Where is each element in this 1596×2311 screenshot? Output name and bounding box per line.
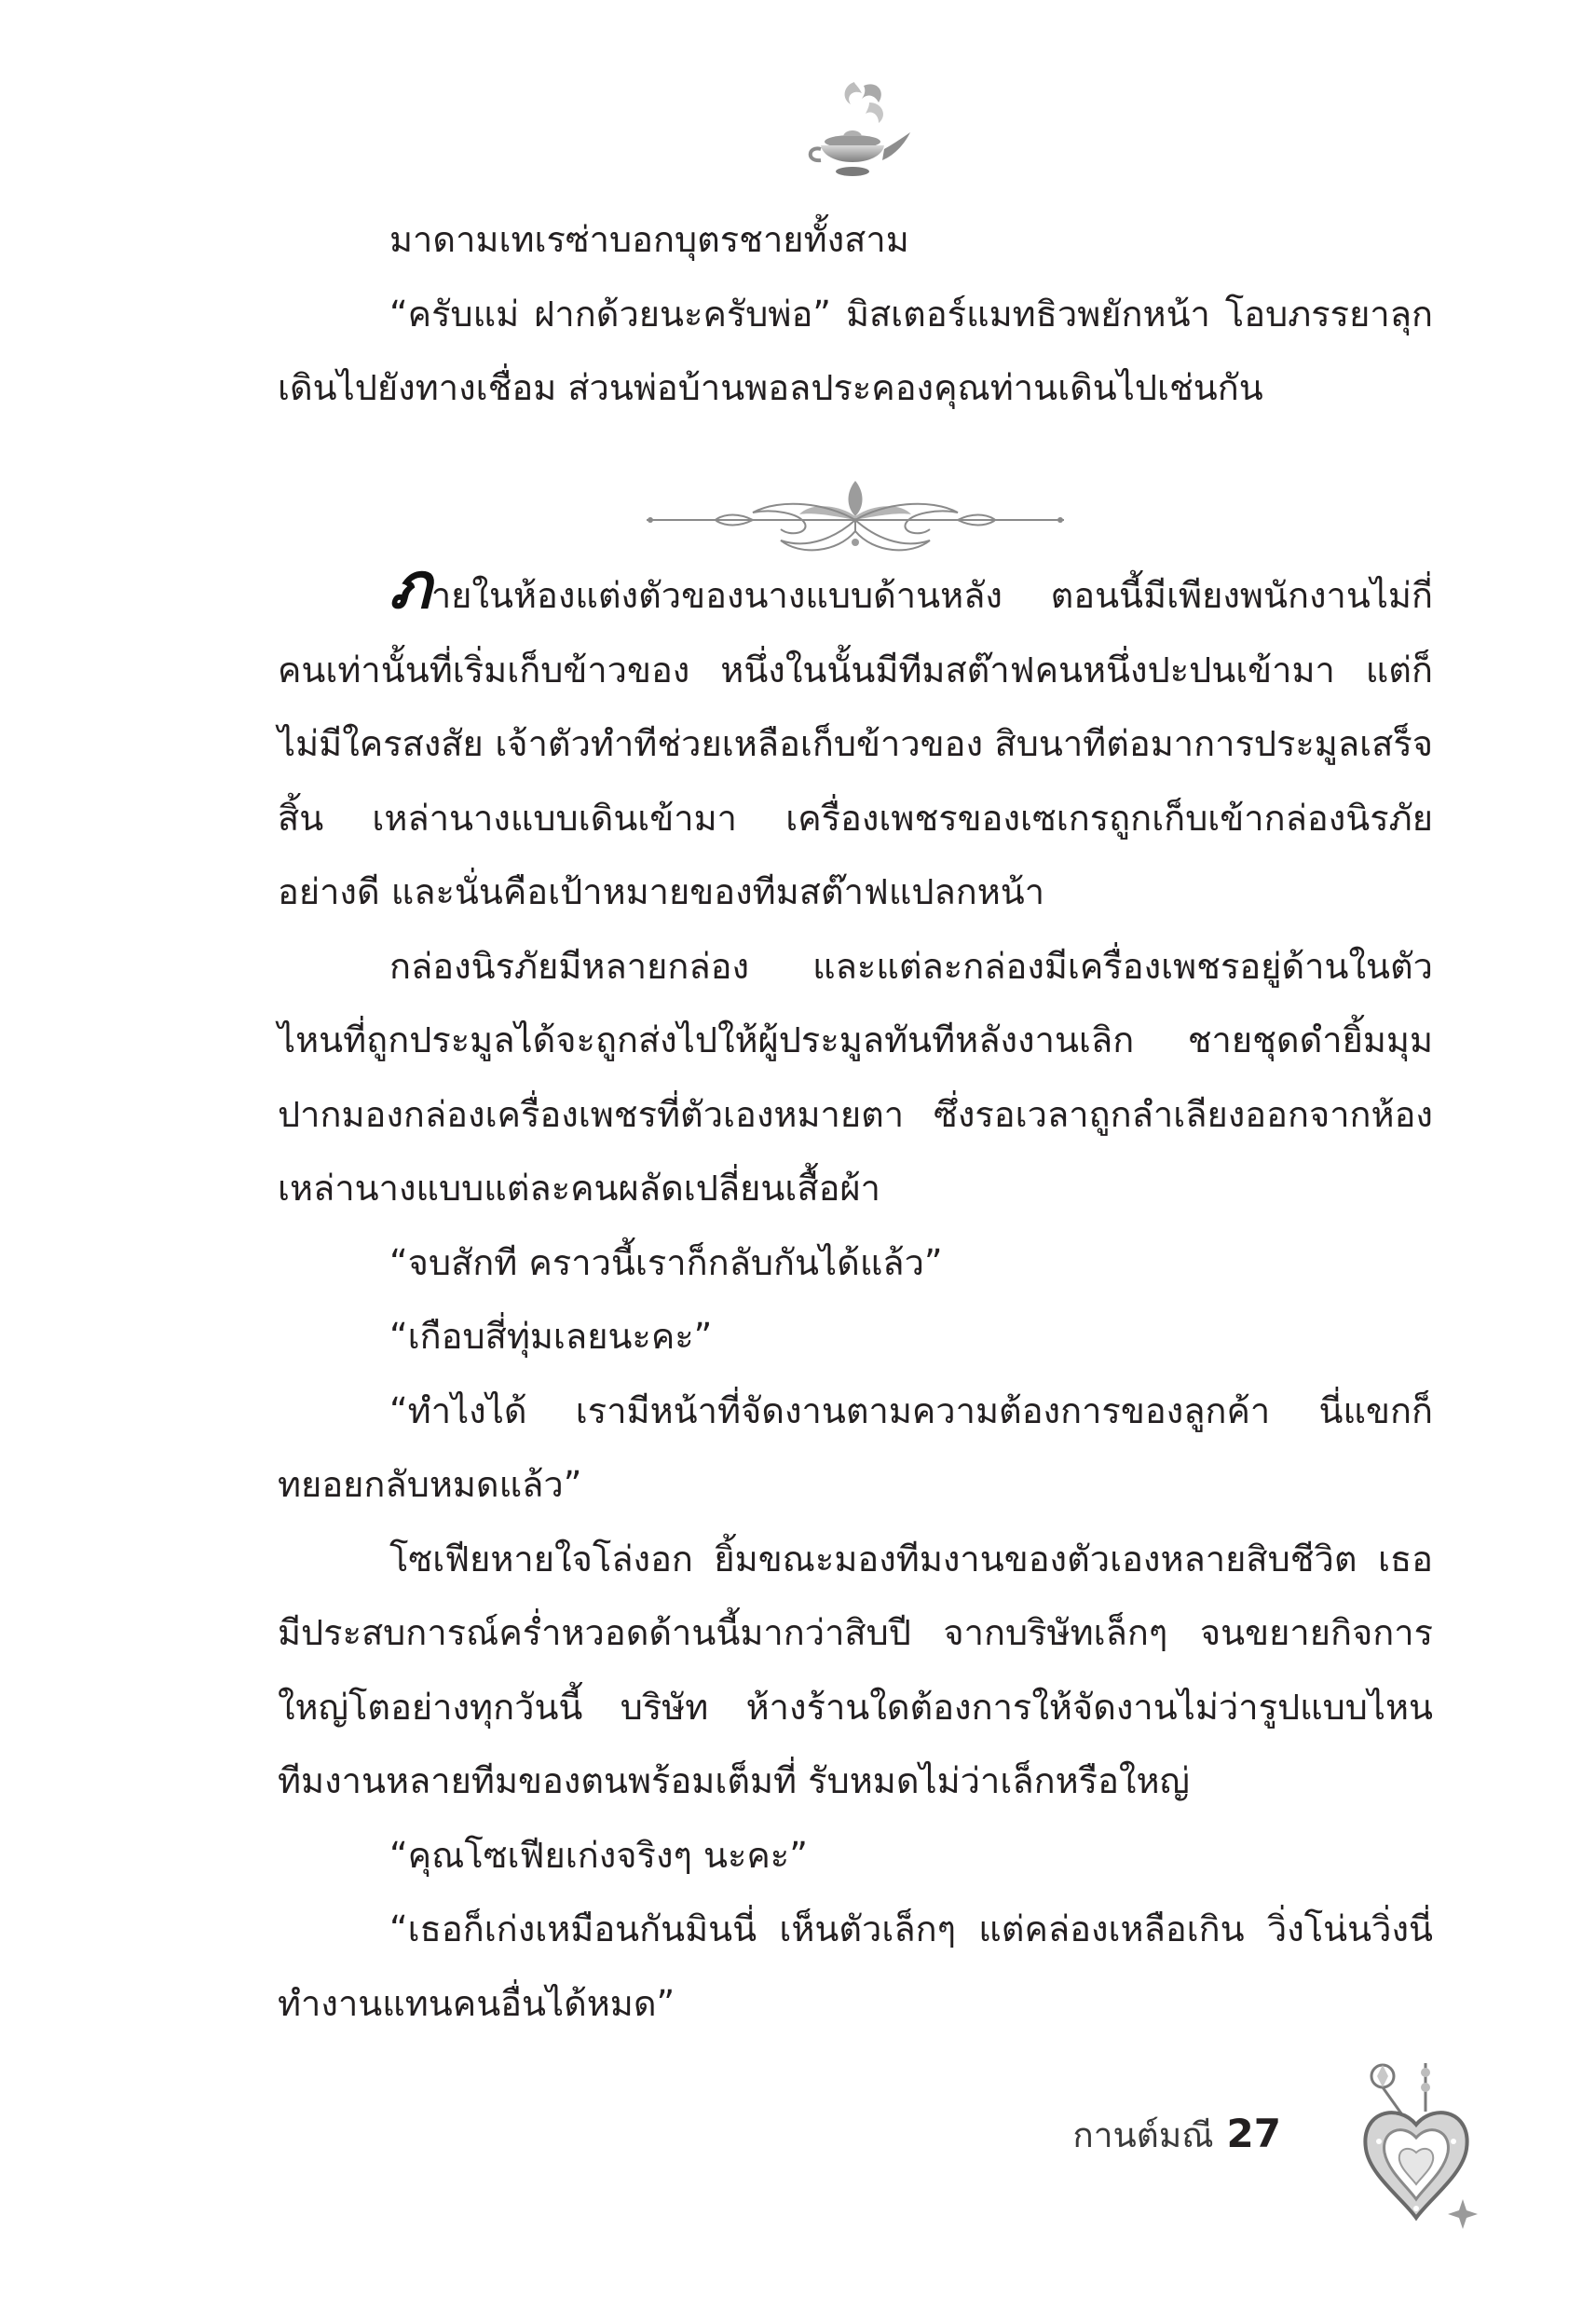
paragraph: “จบสักที คราวนี้เราก็กลับกันได้แล้ว”: [389, 1241, 943, 1283]
paragraph: โซเฟียหายใจโล่งอก ยิ้มขณะมองทีมงานของตัวเองหลายสิบชีวิต เธอมีประสบการณ์คร่ำหวอดด้านนี้มากว่าสิบปี จากบริษัทเล็กๆ จนขยายกิจการใหญ่โตอย่างทุกวันนี้ บริษัท ห้างร้านใดต้องการให้จัดงานไม่ว่ารูปแบบไหน ทีมงานหลายทีมของตนพร้อมเต็มที่ รับหมดไม่ว่าเล็กหรือใหญ่: [278, 1538, 1433, 1801]
drop-cap: ภ: [389, 549, 431, 623]
paragraph: “เธอก็เก่งเหมือนกันมินนี่ เห็นตัวเล็กๆ แต่คล่องเหลือเกิน วิ่งโน่นวิ่งนี่ทำงานแทนคนอื่นได้หมด”: [278, 1908, 1433, 2024]
genie-lamp-icon: [797, 75, 913, 191]
paragraph: “ทำไงได้ เรามีหน้าที่จัดงานตามความต้องการของลูกค้า นี่แขกก็ทยอยกลับหมดแล้ว”: [278, 1389, 1433, 1505]
opening-paragraph: [278, 549, 1433, 930]
text-block-top: [278, 203, 1433, 426]
page-number: 27: [1226, 2111, 1281, 2156]
flourish-divider-icon: [641, 475, 1070, 564]
paragraph: “เกือบสี่ทุ่มเลยนะคะ”: [389, 1316, 713, 1357]
text-block-main: [278, 549, 1433, 2041]
paragraph: “คุณโซเฟียเก่งจริงๆ นะคะ”: [389, 1834, 808, 1876]
paragraph: มาดามเทเรซ่าบอกบุตรชายทั้งสาม: [389, 219, 909, 260]
diamond-heart-pendant-icon: [1351, 2059, 1481, 2236]
book-title: กานต์มณี: [1072, 2115, 1214, 2155]
paragraph: “ครับแม่ ฝากด้วยนะครับพ่อ” มิสเตอร์แมทธิวพยักหน้า โอบภรรยาลุกเดินไปยังทางเชื่อม ส่วนพ่อบ้านพอลประคองคุณท่านเดินไปเช่นกัน: [278, 293, 1433, 408]
opening-text: ายในห้องแต่งตัวของนางแบบด้านหลัง ตอนนี้มีเพียงพนักงานไม่กี่คนเท่านั้นที่เริ่มเก็บข้าวของ หนึ่งในนั้นมีทีมสต๊าฟคนหนึ่งปะปนเข้ามา แต่ก็ไม่มีใครสงสัย เจ้าตัวทำทีช่วยเหลือเก็บข้าวของ สิบนาทีต่อมาการประมูลเสร็จสิ้น เหล่านางแบบเดินเข้ามา เครื่องเพชรของเซเกรถูกเก็บเข้ากล่องนิรภัยอย่างดี และนั่นคือเป้าหมายของทีมสต๊าฟแปลกหน้า: [278, 575, 1433, 912]
paragraph: กล่องนิรภัยมีหลายกล่อง และแต่ละกล่องมีเครื่องเพชรอยู่ด้านในตัวไหนที่ถูกประมูลได้จะถูกส่งไปให้ผู้ประมูลทันทีหลังงานเลิก ชายชุดดำยิ้มมุมปากมองกล่องเครื่องเพชรที่ตัวเองหมายตา ซึ่งรอเวลาถูกลำเลียงออกจากห้อง เหล่านางแบบแต่ละคนผลัดเปลี่ยนเสื้อผ้า: [278, 945, 1433, 1209]
page-footer: [1072, 2111, 1281, 2159]
